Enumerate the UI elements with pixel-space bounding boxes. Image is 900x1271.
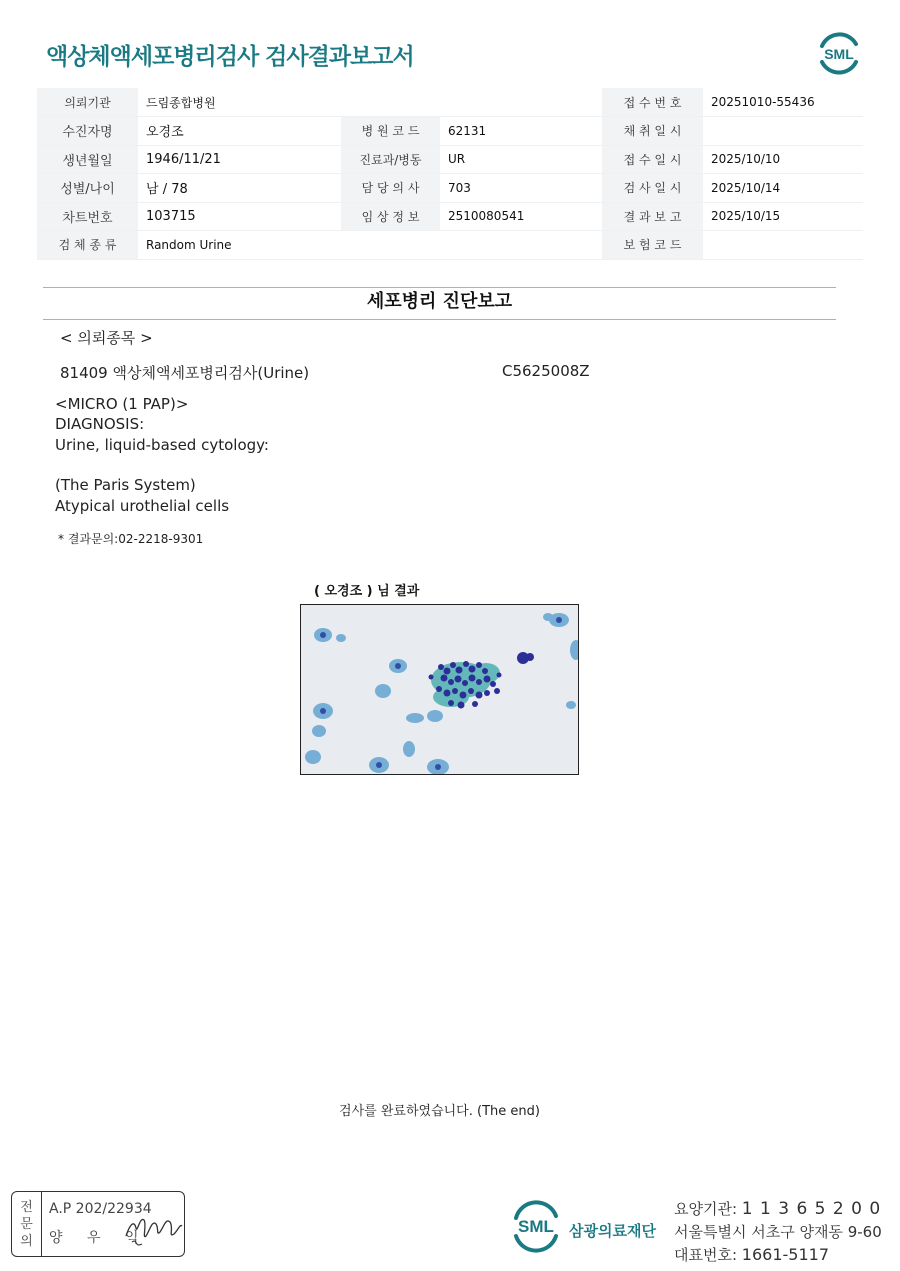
info-row	[37, 202, 863, 231]
phone-label: 대표번호:	[674, 1246, 738, 1264]
signature-icon	[122, 1206, 184, 1250]
patient-info-table	[37, 88, 863, 260]
label-test-date: 검 사 일 시	[602, 174, 703, 203]
label-department: 진료과/병동	[341, 145, 440, 174]
value-specimen-type: Random Urine	[138, 231, 341, 260]
report-title: 액상체액세포병리검사 검사결과보고서	[46, 44, 414, 70]
stamp-license: A.P 202/22934	[49, 1201, 152, 1217]
section-rule-bottom	[43, 319, 836, 320]
value-test-date: 2025/10/14	[703, 174, 863, 203]
label-sex-age: 성별/나이	[37, 174, 138, 203]
value-receipt-date: 2025/10/10	[703, 145, 863, 174]
stamp-side-label: 전 문 의	[12, 1192, 42, 1256]
diagnosis-result: Atypical urothelial cells	[55, 497, 230, 515]
system-line: (The Paris System)	[55, 476, 196, 494]
cytology-image	[300, 604, 579, 775]
label-receipt-date: 접 수 일 시	[602, 145, 703, 174]
sml-logo-text: SML	[824, 46, 854, 62]
value-result-report: 2025/10/15	[703, 202, 863, 231]
order-item: 81409 액상체액세포병리검사(Urine)	[60, 364, 310, 382]
sml-logo	[814, 28, 864, 78]
label-specimen-type: 검 체 종 류	[37, 231, 138, 260]
label-requesting-institution: 의뢰기관	[37, 88, 138, 117]
info-row	[37, 145, 863, 174]
value-birth-date: 1946/11/21	[138, 145, 341, 174]
value-requesting-institution: 드림종합병원	[138, 88, 341, 117]
address: 서울특별시 서초구 양재동 9-60	[674, 1223, 882, 1241]
section-title: 세포병리 진단보고	[366, 291, 513, 312]
stamp-doctor-name: 양 우 익	[49, 1230, 149, 1246]
label-collection-date: 채 취 일 시	[602, 117, 703, 146]
info-row	[37, 117, 863, 146]
diagnosis-label: DIAGNOSIS:	[55, 415, 145, 433]
info-row	[37, 88, 863, 117]
institution-label: 요양기관:	[674, 1200, 738, 1218]
info-row	[37, 231, 863, 260]
order-code: C5625008Z	[502, 362, 590, 380]
value-patient-name: 오경조	[138, 117, 341, 146]
label-birth-date: 생년월일	[37, 145, 138, 174]
label-patient-name: 수진자명	[37, 117, 138, 146]
label-clinical-info: 임 상 정 보	[341, 202, 440, 231]
end-text: 검사를 완료하였습니다. (The end)	[339, 1104, 540, 1119]
order-header: < 의뢰종목 >	[60, 329, 153, 347]
label-physician: 담 당 의 사	[341, 174, 440, 203]
phone-number: 1661-5117	[741, 1245, 830, 1264]
specialist-stamp	[11, 1191, 185, 1257]
label-hospital-code: 병 원 코 드	[341, 117, 440, 146]
value-receipt-number: 20251010-55436	[703, 88, 863, 117]
label-receipt-number: 접 수 번 호	[602, 88, 703, 117]
specimen-line: Urine, liquid-based cytology:	[55, 436, 269, 454]
value-clinical-info: 2510080541	[440, 202, 602, 231]
value-department: UR	[440, 145, 602, 174]
sml-footer-logo	[510, 1198, 562, 1254]
inquiry-line: * 결과문의:02-2218-9301	[58, 532, 204, 546]
institution-number: 1 1 3 6 5 2 0 0	[741, 1199, 882, 1219]
value-physician: 703	[440, 174, 602, 203]
phone-line	[674, 1244, 829, 1265]
value-sex-age: 남 / 78	[138, 174, 341, 203]
value-hospital-code: 62131	[440, 117, 602, 146]
image-caption: ( 오경조 ) 님 결과	[314, 584, 420, 599]
info-row	[37, 174, 863, 203]
label-chart-number: 차트번호	[37, 202, 138, 231]
label-insurance-code: 보 험 코 드	[602, 231, 703, 260]
label-result-report: 결 과 보 고	[602, 202, 703, 231]
value-chart-number: 103715	[138, 202, 341, 231]
sml-footer-logo-text: SML	[518, 1217, 554, 1236]
value-collection-date	[703, 117, 863, 146]
institution-line	[674, 1198, 881, 1219]
micro-line: <MICRO (1 PAP)>	[55, 395, 189, 413]
value-insurance-code	[703, 231, 863, 260]
foundation-name: 삼광의료재단	[569, 1222, 656, 1240]
